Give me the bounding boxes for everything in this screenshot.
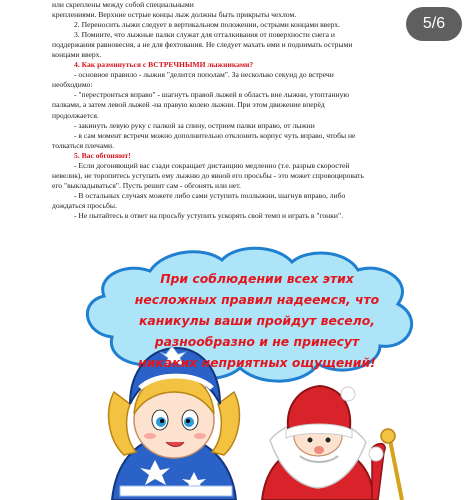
rules-text	[52, 0, 422, 221]
cloud-message	[128, 268, 386, 373]
cloud-line: При соблюдении всех этих	[160, 271, 354, 286]
text-line: 2. Переносить лыжи следует в вертикальном положении, острыми концами вверх.	[74, 20, 341, 30]
cloud-line: никаких неприятных ощущений!	[138, 355, 376, 370]
cloud-line: разнообразно и не принесут	[154, 334, 360, 349]
text-line: - закинуть левую руку с палкой за спину, острием палки вправо, от лыжни	[74, 120, 315, 130]
cloud-line: несложных правил надеемся, что	[134, 292, 380, 307]
santa-claus-illustration	[262, 386, 402, 500]
text-line: - В остальных случаях можете либо сами уступить поллыжни, шагнув вправо, либо	[74, 190, 346, 200]
cloud-line: каникулы ваши пройдут весело,	[139, 313, 375, 328]
text-line: необходимо:	[52, 80, 93, 90]
text-line: креплениями. Верхние острые концы лыж должны быть прикрыты чехлом.	[52, 10, 297, 20]
text-line: продолжается.	[52, 110, 99, 120]
text-line: - "перестроиться вправо" - шагнуть правой лыжей в область вне лыжни, утоптанную	[74, 90, 350, 100]
text-line: дождаться просьбы.	[52, 200, 117, 210]
text-line: - основное правило - лыжня "делится пополам". За несколько секунд до встречи	[74, 70, 334, 80]
text-line: невелик), не торопитесь уступать ему лыжню до явной его просьбы - это может спровоцировать	[52, 170, 364, 180]
text-line: концами вверх.	[52, 50, 102, 60]
text-line: поддержания равновесия, а не для фехтования. Не следует махать ими и поднимать острыми	[52, 40, 353, 50]
text-line: - Если догоняющий вас сзади сокращает дистанцию медленно (т.е. разрыв скоростей	[74, 160, 350, 170]
text-line: палками, а затем левой лыжей -на правую колею лыжни. При этом движение вперёд	[52, 100, 325, 110]
text-line: 3. Помните, что лыжные палки служат для отталкивания от поверхности снега и	[74, 30, 335, 40]
section-heading: 5. Вас обгоняют!	[74, 150, 131, 160]
text-line: или скреплены между собой специальными	[52, 0, 194, 9]
text-line: его "выкладываться". Пусть решит сам - обгонять или нет.	[52, 180, 241, 190]
text-line: толкаться плечами.	[52, 140, 114, 150]
text-line: - Не пытайтесь в ответ на просьбу уступить ускорять свой темп и играть в "гонки".	[74, 210, 343, 220]
text-line: - в сам момент встречи можно дополнительно отклонить корпус чуть вправо, чтобы не	[74, 130, 356, 140]
page-counter-badge: 5/6	[406, 7, 462, 41]
section-heading: 4. Как разминуться с ВСТРЕЧНЫМИ лыжниками?	[74, 60, 254, 70]
